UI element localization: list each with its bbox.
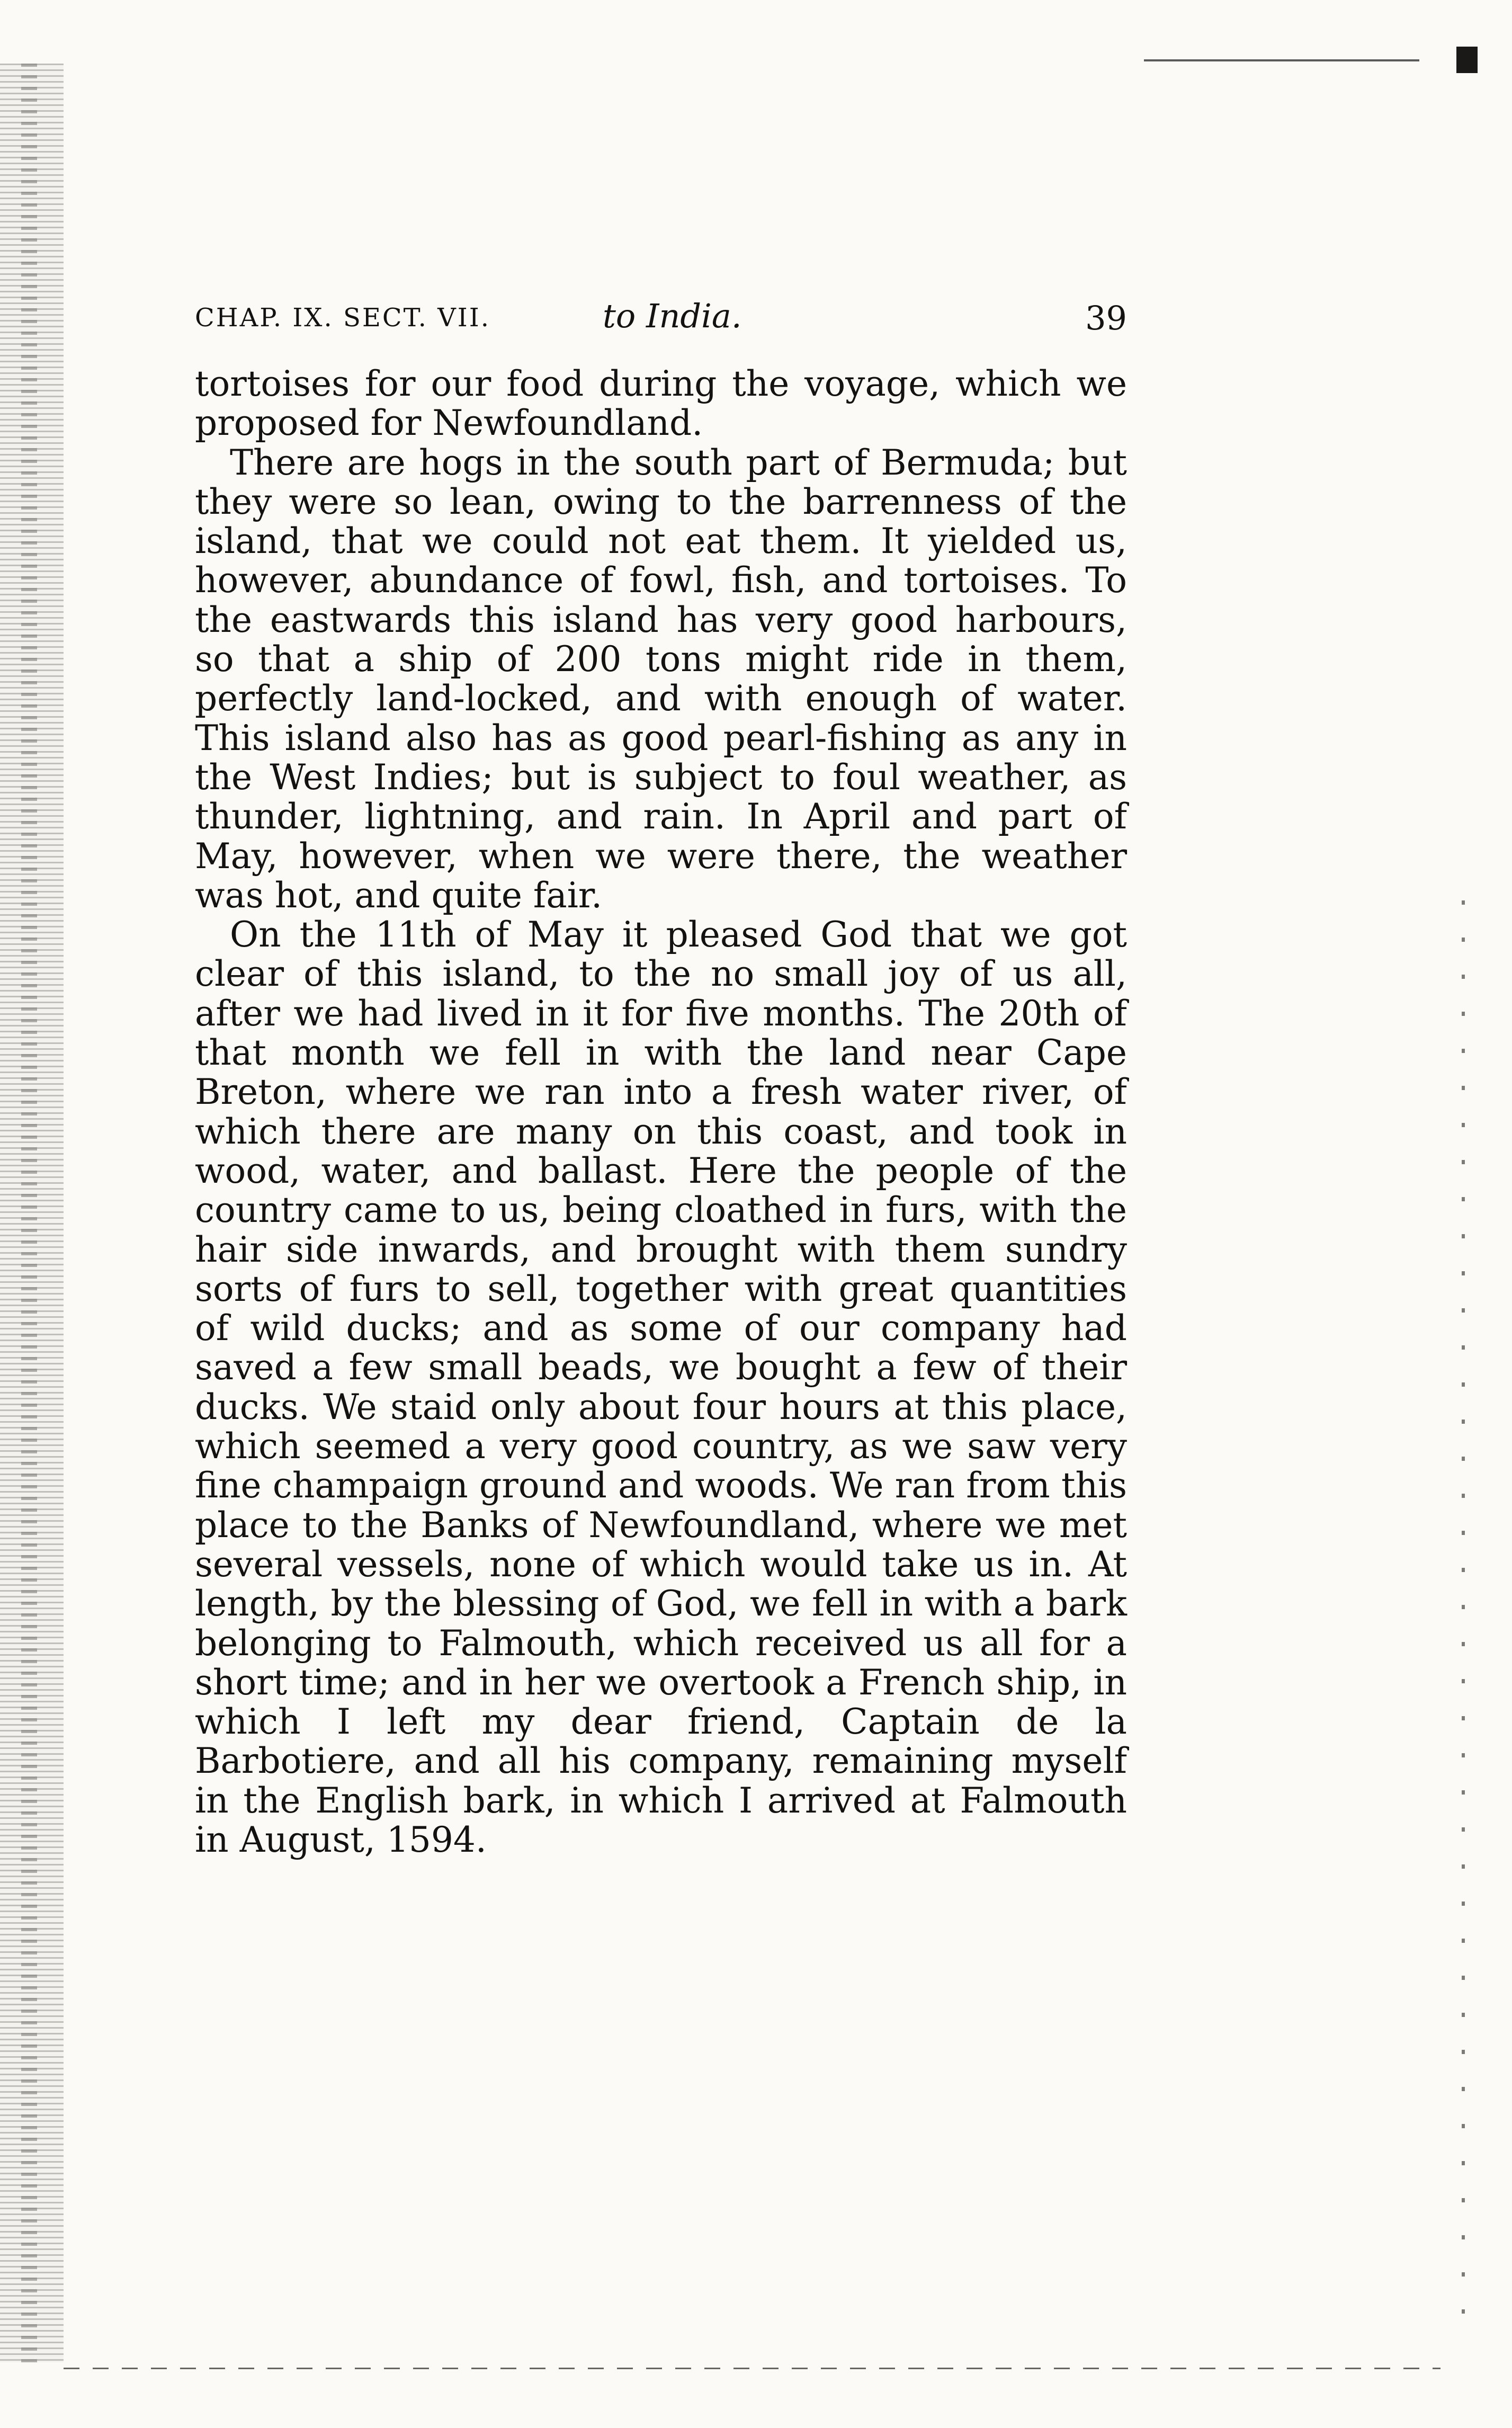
running-head-title: to India. (603, 297, 742, 335)
paragraph-departure: On the 11th of May it pleased God that we got clear of this island, to the no small joy of us all, after we had lived in it for five months. The 20th of that month we fell in with the land near Cape Breton, where we ran into a fresh water river, of which there are many on this coast, and took in wood, water, and ballast. Here the people of the country came to us, being cloathed in furs, with the hair side inwards, and brought with them sundry sorts of furs to sell, together with great quantities of wild ducks; and as some of our company had saved a few small beads, we bought a few of their ducks. We staid only about four hours at this place, which seemed a very good country, as we saw very fine champaign ground and woods. We ran from this place to the Banks of Newfoundland, where we met several vessels, none of which would take us in. At length, by the blessing of God, we fell in with a bark belonging to Falmouth, which received us all for a short time; and in her we overtook a French ship, in which I left my dear friend, Captain de la Barbotiere, and all his company, remaining myself in the English bark, in which I arrived at Falmouth in August, 1594. (195, 914, 1127, 1860)
scan-binding-edge (0, 64, 64, 2362)
paragraph-continuation: tortoises for our food during the voyage, which we proposed for Newfoundland. (195, 363, 1127, 444)
body-text (195, 364, 1127, 1860)
scan-corner-mark (1456, 47, 1478, 73)
running-head-chapter: CHAP. IX. SECT. VII. (195, 303, 490, 333)
page-header (195, 297, 1127, 344)
scan-bottom-rule (64, 2368, 1441, 2369)
scan-top-rule (1144, 59, 1419, 61)
scan-right-edge-marks (1462, 900, 1465, 2331)
page-number: 39 (1085, 299, 1127, 337)
paragraph-bermuda: There are hogs in the south part of Bermuda; but they were so lean, owing to the barrenness of the island, that we could not eat them. It yielded us, however, abundance of fowl, fish, and tortoises. To the eastwards this island has very good harbours, so that a ship of 200 tons might ride in them, perfectly land-locked, and with enough of water. This island also has as good pearl-fishing as any in the West Indies; but is subject to foul weather, as thunder, lightning, and rain. In April and part of May, however, when we were there, the weather was hot, and quite fair. (195, 442, 1127, 916)
